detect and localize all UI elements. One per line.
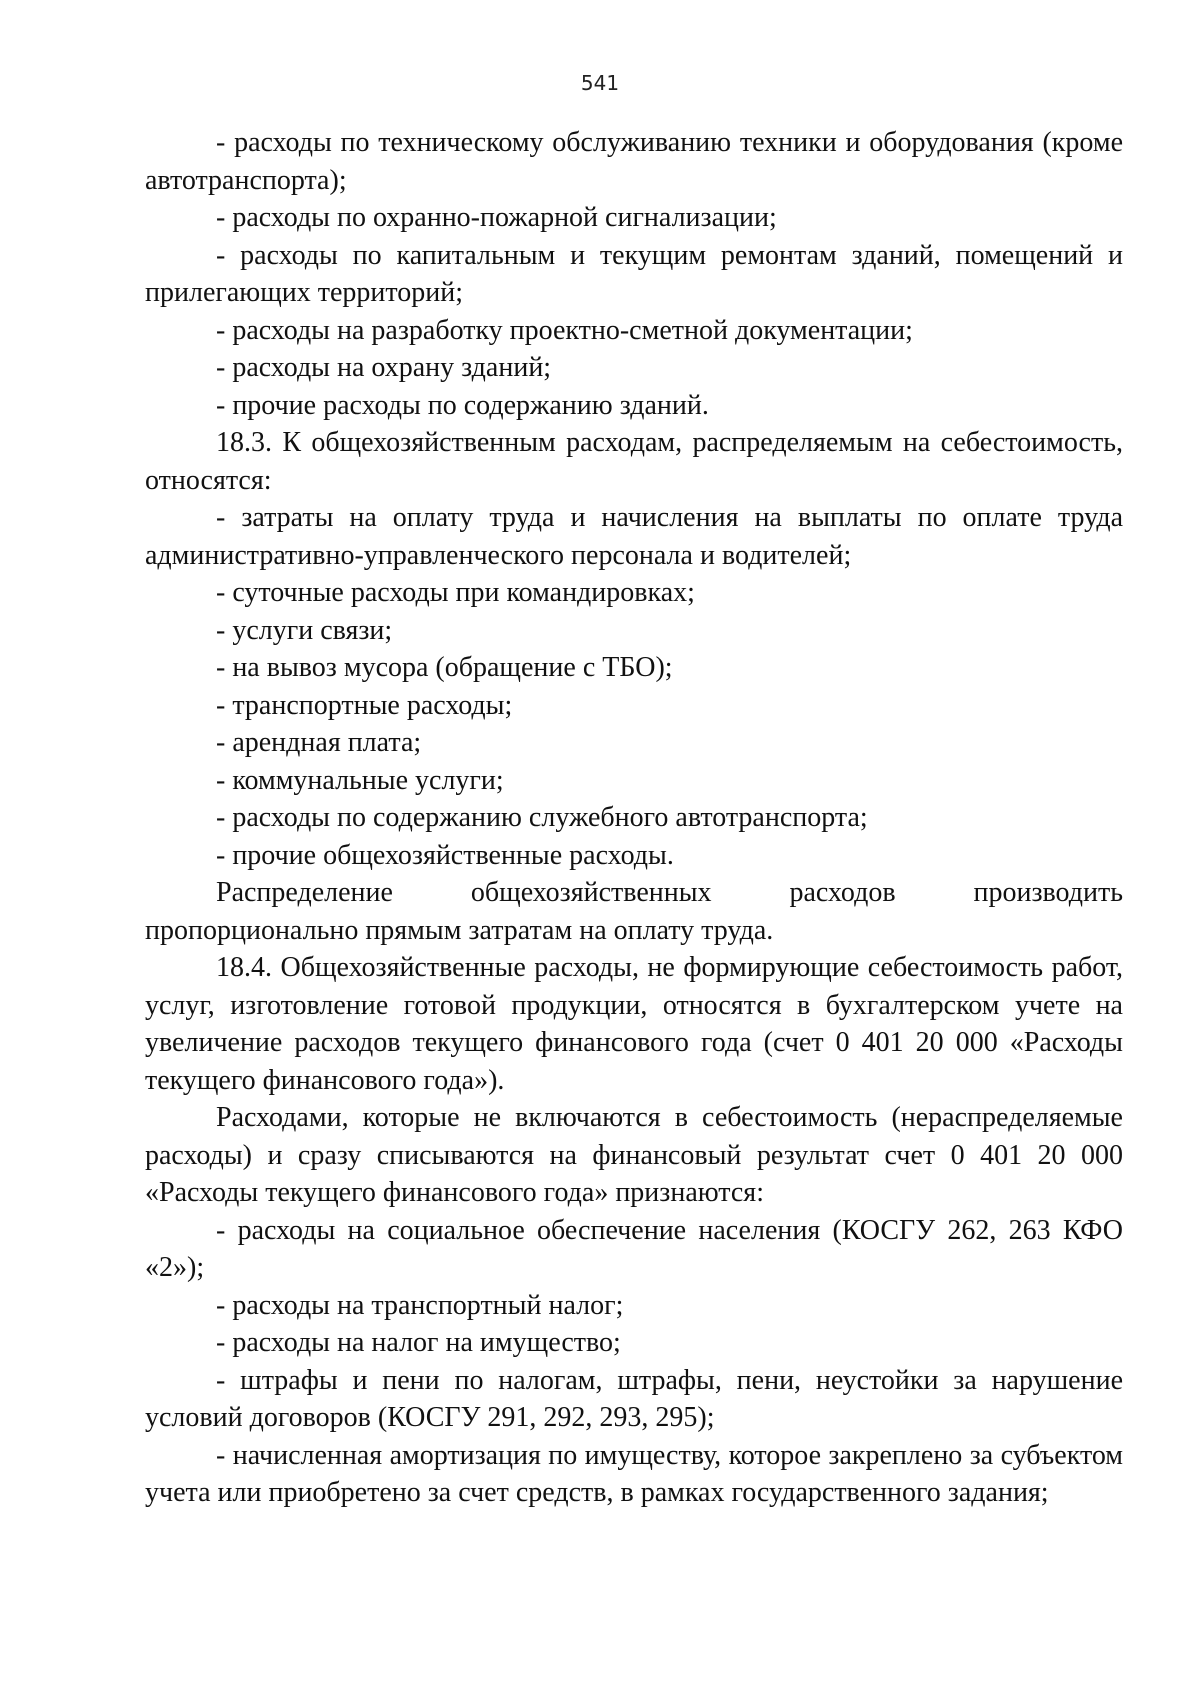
paragraph-section-18-3: 18.3. К общехозяйственным расходам, распределяемым на себестоимость, относятся: [145, 427, 1123, 496]
paragraph-design-docs-expenses: - расходы на разработку проектно-сметной документации; [216, 314, 913, 346]
paragraph-social-security: - расходы на социальное обеспечение населения (КОСГУ 262, 263 КФО «2»); [145, 1214, 1123, 1283]
page-number: 541 [580, 71, 620, 95]
paragraph-non-cost-expenses: Расходами, которые не включаются в себестоимость (нераспределяемые расходы) и сразу списываются на финансовый результат счет 0 401 20 000 «Расходы текущего финансового года» признаются: [145, 1102, 1123, 1208]
paragraph-maintenance-expenses: - расходы по техническому обслуживанию техники и оборудования (кроме автотранспорта); [145, 127, 1123, 196]
paragraph-travel-allowance: - суточные расходы при командировках; [216, 577, 695, 608]
paragraph-depreciation: - начисленная амортизация по имуществу, которое закреплено за субъектом учета или приобретено за счет средств, в рамках государственного задания; [145, 1439, 1123, 1508]
paragraph-transport-tax: - расходы на транспортный налог; [216, 1289, 624, 1321]
paragraph-other-overhead: - прочие общехозяйственные расходы. [216, 839, 674, 871]
paragraph-vehicle-maintenance: - расходы по содержанию служебного автотранспорта; [216, 802, 868, 833]
paragraph-fire-alarm-expenses: - расходы по охранно-пожарной сигнализации; [216, 202, 777, 233]
paragraph-other-building-expenses: - прочие расходы по содержанию зданий. [216, 389, 709, 421]
document-body [145, 124, 1123, 1512]
paragraph-communication-services: - услуги связи; [216, 614, 393, 646]
paragraph-labor-costs: - затраты на оплату труда и начисления на выплаты по оплате труда административно-управленческого персонала и водителей; [145, 502, 1123, 571]
paragraph-repair-expenses: - расходы по капитальным и текущим ремонтам зданий, помещений и прилегающих территорий; [145, 239, 1123, 308]
paragraph-waste-removal: - на вывоз мусора (обращение с ТБО); [216, 652, 673, 683]
paragraph-distribution-line-1: Распределение общехозяйственных расходов производить [216, 877, 1123, 908]
paragraph-rent: - арендная плата; [216, 727, 422, 758]
paragraph-distribution-line-2: пропорционально прямым затратам на оплату труда. [145, 914, 774, 946]
paragraph-transport-expenses: - транспортные расходы; [216, 689, 513, 721]
paragraph-section-18-4: 18.4. Общехозяйственные расходы, не формирующие себестоимость работ, услуг, изготовление готовой продукции, относятся в бухгалтерском учете на увеличение расходов текущего финансового года (счет 0 401 20 000 «Расходы текущего финансового года»). [145, 952, 1123, 1096]
paragraph-property-tax: - расходы на налог на имущество; [216, 1327, 621, 1358]
paragraph-fines-penalties: - штрафы и пени по налогам, штрафы, пени, неустойки за нарушение условий договоров (КОСГУ 291, 292, 293, 295); [145, 1364, 1123, 1433]
paragraph-utilities: - коммунальные услуги; [216, 764, 504, 796]
paragraph-security-expenses: - расходы на охрану зданий; [216, 352, 552, 383]
